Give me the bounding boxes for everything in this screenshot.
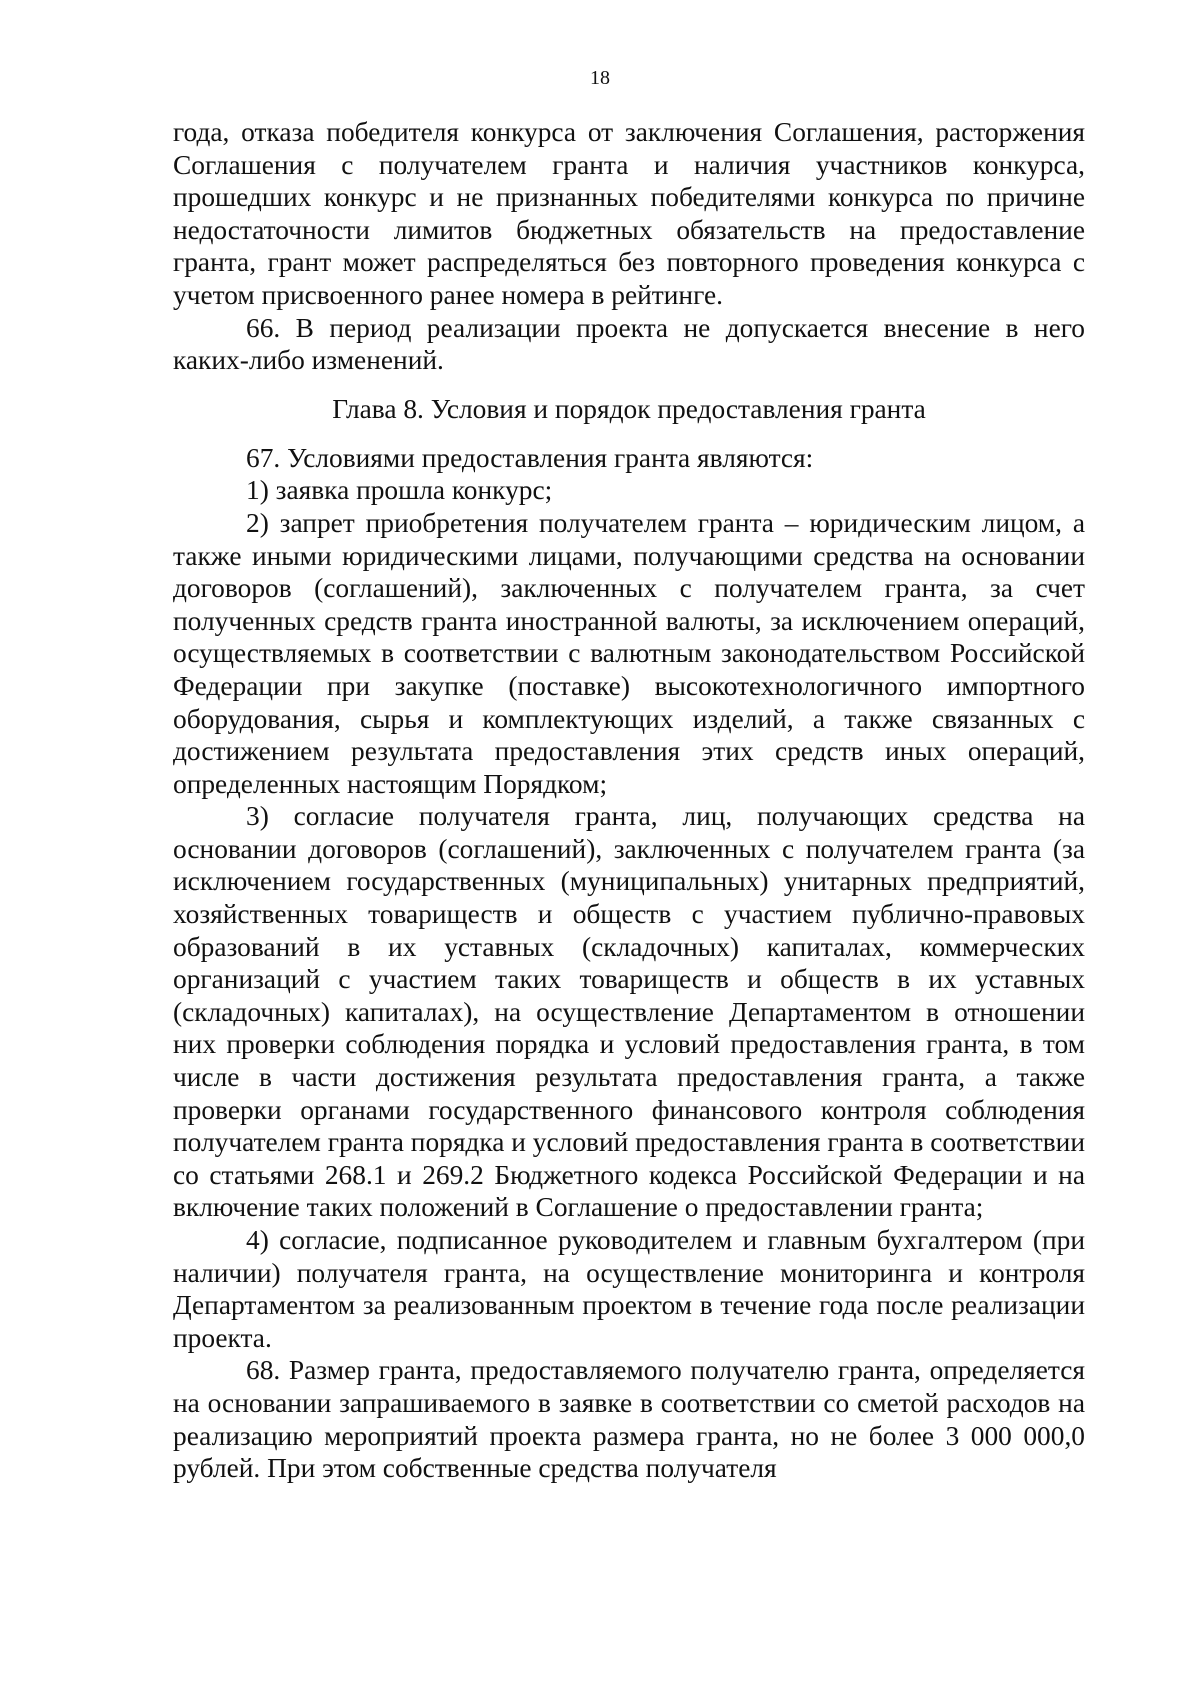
chapter-heading: Глава 8. Условия и порядок предоставления гранта	[332, 393, 926, 424]
list-item-4: 4) согласие, подписанное руководителем и главным бухгалтером (при наличии) получателя гранта, на осуществление мониторинга и контроля Департаментом за реализованным проектом в течение года после реализации проекта.	[173, 1225, 1085, 1353]
list-item-1: 1) заявка прошла конкурс;	[246, 475, 553, 506]
paragraph-68: 68. Размер гранта, предоставляемого получателю гранта, определяется на основании запрашиваемого в заявке в соответствии со сметой расходов на реализацию мероприятий проекта размера гранта, но не более 3 000 000,0 рублей. При этом собственные средства получателя	[173, 1355, 1085, 1484]
page-number: 18	[590, 67, 610, 89]
document-body	[173, 116, 1085, 1485]
paragraph-67: 67. Условиями предоставления гранта являются:	[246, 442, 814, 473]
paragraph-66: 66. В период реализации проекта не допускается внесение в него каких-либо изменений.	[173, 312, 1085, 376]
list-item-3: 3) согласие получателя гранта, лиц, получающих средства на основании договоров (соглашений), заключенных с получателем гранта (за исключением государственных (муниципальных) унитарных предприятий, хозяйственных товариществ и обществ с участием публично-правовых образований в их уставных (складочных) капиталах, коммерческих организаций с участием таких товариществ и обществ в их уставных (складочных) капиталах), на осуществление Департаментом в отношении них проверки соблюдения порядка и условий предоставления гранта, в том числе в части достижения результата предоставления гранта, а также проверки органами государственного финансового контроля соблюдения получателем гранта порядка и условий предоставления гранта в соответствии со статьями 268.1 и 269.2 Бюджетного кодекса Российской Федерации и на включение таких положений в Соглашение о предоставлении гранта;	[173, 801, 1085, 1223]
list-item-2: 2) запрет приобретения получателем гранта – юридическим лицом, а также иными юридическими лицами, получающими средства на основании договоров (соглашений), заключенных с получателем гранта, за счет полученных средств гранта иностранной валюты, за исключением операций, осуществляемых в соответствии с валютным законодательством Российской Федерации при закупке (поставке) высокотехнологичного импортного оборудования, сырья и комплектующих изделий, а также связанных с достижением результата предоставления этих средств иных операций, определенных настоящим Порядком;	[173, 507, 1085, 799]
paragraph-continued: года, отказа победителя конкурса от заключения Соглашения, расторжения Соглашения с получателем гранта и наличия участников конкурса, прошедших конкурс и не признанных победителями конкурса по причине недостаточности лимитов бюджетных обязательств на предоставление гранта, грант может распределяться без повторного проведения конкурса с учетом присвоенного ранее номера в рейтинге.	[173, 117, 1085, 310]
